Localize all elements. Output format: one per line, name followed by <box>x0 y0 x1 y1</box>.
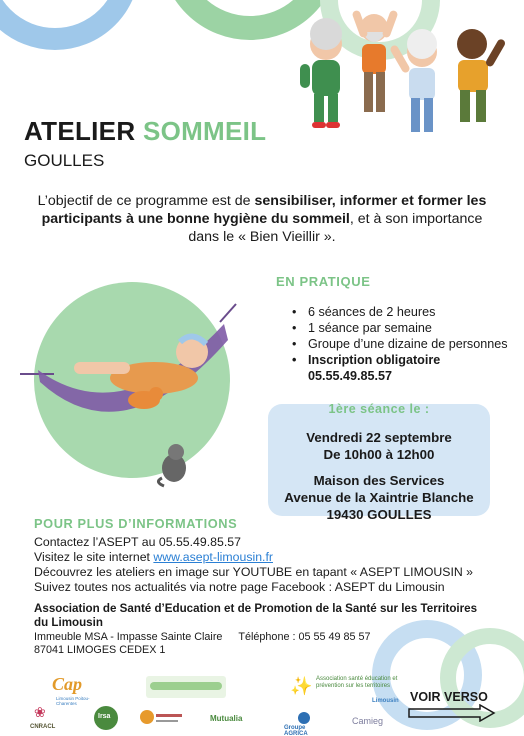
location-subtitle: GOULLES <box>24 151 105 170</box>
list-item-inscription <box>292 352 508 384</box>
address-line2: 87041 LIMOGES CEDEX 1 <box>34 644 166 656</box>
inscription-phone: 05.55.49.85.57 <box>308 369 393 383</box>
page-title <box>24 116 266 147</box>
info-website <box>34 550 473 565</box>
info-youtube: Découvrez les ateliers en image sur YOUTUBE en tapant « ASEPT LIMOUSIN » <box>34 565 474 579</box>
asept-logo-region: Limousin <box>372 698 399 704</box>
irsa-logo <box>94 706 118 730</box>
hammock-illustration <box>14 282 264 490</box>
voir-verso-label: VOIR VERSO <box>410 690 488 704</box>
cap-logo <box>44 672 104 706</box>
list-item: • Groupe d’une dizaine de personnes <box>292 336 508 352</box>
address-block <box>34 631 371 657</box>
green-banner-logo <box>146 676 226 698</box>
association-name: Association de Santé d’Education et de Promotion de la Santé sur les Territoires du Limousin <box>34 602 478 629</box>
cnracl-text: CNRACL <box>30 724 56 730</box>
address-line1 <box>34 631 371 644</box>
session-date-line: Vendredi 22 septembre <box>306 430 452 445</box>
session-heading: 1ère séance le : <box>328 402 430 416</box>
asept-logo <box>290 674 400 710</box>
info-lines <box>34 535 473 595</box>
session-datetime <box>268 429 490 463</box>
partner-logo-orange <box>140 710 184 732</box>
camieg-text: Camieg <box>352 716 384 726</box>
cap-logo-sub: Limousin Poitou-Charentes <box>56 696 90 706</box>
info-facebook: Suivez toutes nos actualités via notre page Facebook : ASEPT du Limousin <box>34 580 445 594</box>
agrica-text: Groupe AGRICA <box>284 725 308 736</box>
address-street: Immeuble MSA - Impasse Sainte Claire <box>34 631 223 643</box>
list-item: • 1 séance par semaine <box>292 320 508 336</box>
camieg-logo <box>350 714 394 732</box>
mutualia-text: Mutualia <box>210 714 243 723</box>
inscription-label: • Inscription obligatoire <box>308 353 441 367</box>
pratique-list <box>292 304 508 384</box>
session-place-line1: Maison des Services <box>313 473 445 488</box>
cap-logo-text: Cap <box>52 674 83 694</box>
session-box <box>268 402 490 522</box>
website-prefix: Visitez le site internet <box>34 550 154 564</box>
cnracl-icon: ❀ <box>34 704 46 720</box>
intro-paragraph <box>28 192 496 246</box>
session-place-line2: Avenue de la Xaintrie Blanche <box>284 490 474 505</box>
info-contact: Contactez l’ASEPT au 05.55.49.85.57 <box>34 535 241 549</box>
asept-logo-text: Association santé éducation et prévention sur les territoires <box>316 676 398 689</box>
intro-text-2: , et à son importance dans le « Bien Vieillir ». <box>188 211 483 245</box>
session-place <box>268 472 490 523</box>
website-link[interactable]: www.asept-limousin.fr <box>153 550 273 564</box>
session-time-line: De 10h00 à 12h00 <box>323 447 435 462</box>
asept-figures-icon: ✨ <box>290 676 313 696</box>
telephone: Téléphone : 05 55 49 85 57 <box>238 631 371 643</box>
session-place-line3: 19430 GOULLES <box>326 507 432 522</box>
list-item: • 6 séances de 2 heures <box>292 304 508 320</box>
title-block <box>24 116 266 171</box>
title-word-atelier: ATELIER <box>24 116 136 146</box>
title-word-sommeil: SOMMEIL <box>142 116 267 146</box>
mutualia-logo <box>208 712 258 732</box>
intro-text-1: L’objectif de ce programme est de <box>37 193 255 209</box>
pratique-heading: EN PRATIQUE <box>276 274 371 289</box>
irsa-text: Irsa <box>98 713 111 720</box>
arrow-right-icon <box>408 704 496 722</box>
cnracl-logo <box>28 704 58 734</box>
seniors-illustration <box>296 4 524 140</box>
decorative-ring-blue <box>0 0 140 50</box>
intro-text-bold: sensibiliser, informer et former les participants à une bonne hygiène du sommeil <box>41 193 487 227</box>
info-heading: POUR PLUS D’INFORMATIONS <box>34 516 238 531</box>
agrica-logo <box>284 712 330 734</box>
